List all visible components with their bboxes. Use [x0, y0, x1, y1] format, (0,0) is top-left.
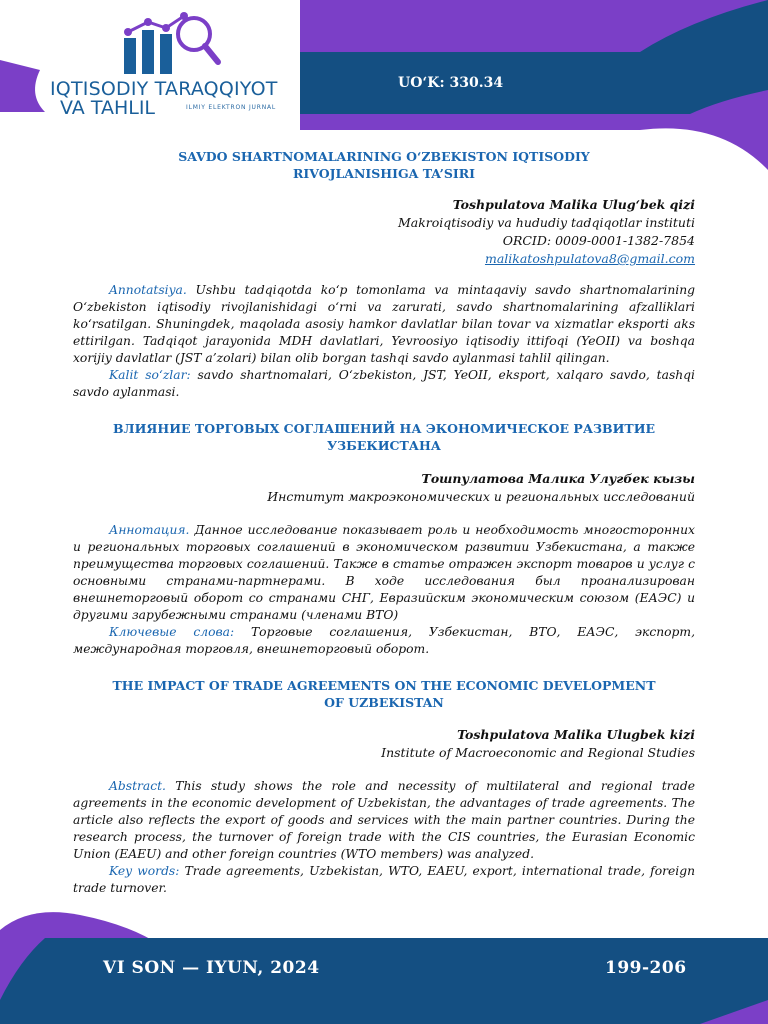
ru-affiliation: Институт макроэкономических и региональных исследований: [267, 489, 695, 504]
uz-abstract: [73, 282, 695, 401]
ru-author-name: Тошпулатова Малика Улугбек кызы: [421, 471, 695, 486]
uz-email-link[interactable]: malikatoshpulatova8@gmail.com: [484, 251, 695, 266]
en-author-name: Toshpulatova Malika Ulugbek kizi: [457, 727, 695, 742]
en-title-line2: OF UZBEKISTAN: [324, 695, 444, 710]
uz-author-block: [398, 196, 695, 268]
en-keywords-label: Key words:: [109, 864, 180, 878]
ru-author-block: [267, 470, 695, 506]
uz-title: [0, 148, 768, 182]
en-title: [0, 677, 768, 711]
en-keywords-text: Trade agreements, Uzbekistan, WTO, EAEU, export, international trade, foreign trade turnover.: [73, 864, 695, 895]
uz-keywords-label: Kalit so‘zlar:: [109, 368, 191, 382]
uz-title-line2: RIVOJLANISHIGA TA’SIRI: [293, 166, 475, 181]
header-left-swoosh: [0, 60, 45, 112]
journal-name-line1: IQTISODIY TARAQQIYOT: [50, 78, 278, 100]
ru-keywords-label: Ключевые слова:: [109, 625, 235, 639]
uz-title-line1: SAVDO SHARTNOMALARINING O‘ZBEKISTON IQTISODIY: [178, 149, 590, 164]
journal-logo-icon: [118, 6, 228, 78]
ru-abstract: [73, 522, 695, 658]
page-range: 199-206: [605, 958, 687, 978]
uz-abstract-text: Ushbu tadqiqotda ko‘p tomonlama va mintaqaviy savdo shartnomalarining O‘zbekiston iqtisodiy rivojlanishidagi o‘rni va zarurati, savdo shartnomalarining afzalliklari ko‘rsatilgan. Shuningdek, maqolada asosiy hamkor davlatlar bilan tovar va xizmatlar eksporti aks ettirilgan. Tadqiqot jarayonida MDH davlatlari, Yevroosiyo iqtisodiy ittifoqi (YeOII) va boshqa xorijiy davlatlar (JST a’zolari) bilan olib borgan tashqi savdo aylanmasi tahlil qilingan.: [73, 283, 695, 365]
en-abstract: [73, 778, 695, 897]
uz-affiliation: Makroiqtisodiy va hududiy tadqiqotlar instituti: [397, 215, 695, 230]
udk-code: UO‘K: 330.34: [398, 75, 504, 91]
ru-abstract-text: Данное исследование показывает роль и необходимость многосторонних и региональных торговых соглашений в экономическом развитии Узбекистана, а также преимущества торговых соглашений. Также в статье отражен экспорт товаров и услуг с основными странами-партнерами. В ходе исследования был проанализирован внешнеторговый оборот со странами СНГ, Евразийским экономическим союзом (ЕАЭС) и другими зарубежными странами (членами ВТО): [73, 523, 695, 622]
en-author-block: [381, 726, 695, 762]
ru-title-line1: ВЛИЯНИЕ ТОРГОВЫХ СОГЛАШЕНИЙ НА ЭКОНОМИЧЕСКОЕ РАЗВИТИЕ: [112, 421, 656, 436]
en-abstract-label: Abstract.: [109, 779, 166, 793]
en-affiliation: Institute of Macroeconomic and Regional Studies: [381, 745, 695, 760]
issue-info: VI SON — IYUN, 2024: [103, 958, 320, 978]
journal-name-line2: VA TAHLIL: [60, 97, 156, 119]
footer-navy-bottom: [0, 1000, 768, 1024]
uz-orcid: ORCID: 0009-0001-1382-7854: [502, 233, 695, 248]
ru-title-line2: УЗБЕКИСТАНА: [327, 438, 441, 453]
en-abstract-text: This study shows the role and necessity of multilateral and regional trade agreements in the economic development of Uzbekistan, the advantages of trade agreements. The article also reflects the export of goods and services with the main partner countries. During the research process, the turnover of foreign trade with the CIS countries, the Eurasian Economic Union (EAEU) and other foreign countries (WTO members) was analyzed.: [73, 779, 695, 861]
uz-keywords-text: savdo shartnomalari, O‘zbekiston, JST, YeOII, eksport, xalqaro savdo, tashqi savdo aylanmasi.: [73, 368, 695, 399]
uz-abstract-label: Annotatsiya.: [109, 283, 187, 297]
uz-author-name: Toshpulatova Malika Ulug‘bek qizi: [452, 197, 695, 212]
ru-title: [0, 420, 768, 454]
journal-subtitle: ILMIY ELEKTRON JURNAL: [186, 104, 277, 111]
ru-keywords-text: Торговые соглашения, Узбекистан, ВТО, ЕАЭС, экспорт, международная торговля, внешнеторговый оборот.: [73, 625, 695, 656]
ru-abstract-label: Аннотация.: [109, 523, 190, 537]
en-title-line1: THE IMPACT OF TRADE AGREEMENTS ON THE ECONOMIC DEVELOPMENT: [112, 678, 656, 693]
